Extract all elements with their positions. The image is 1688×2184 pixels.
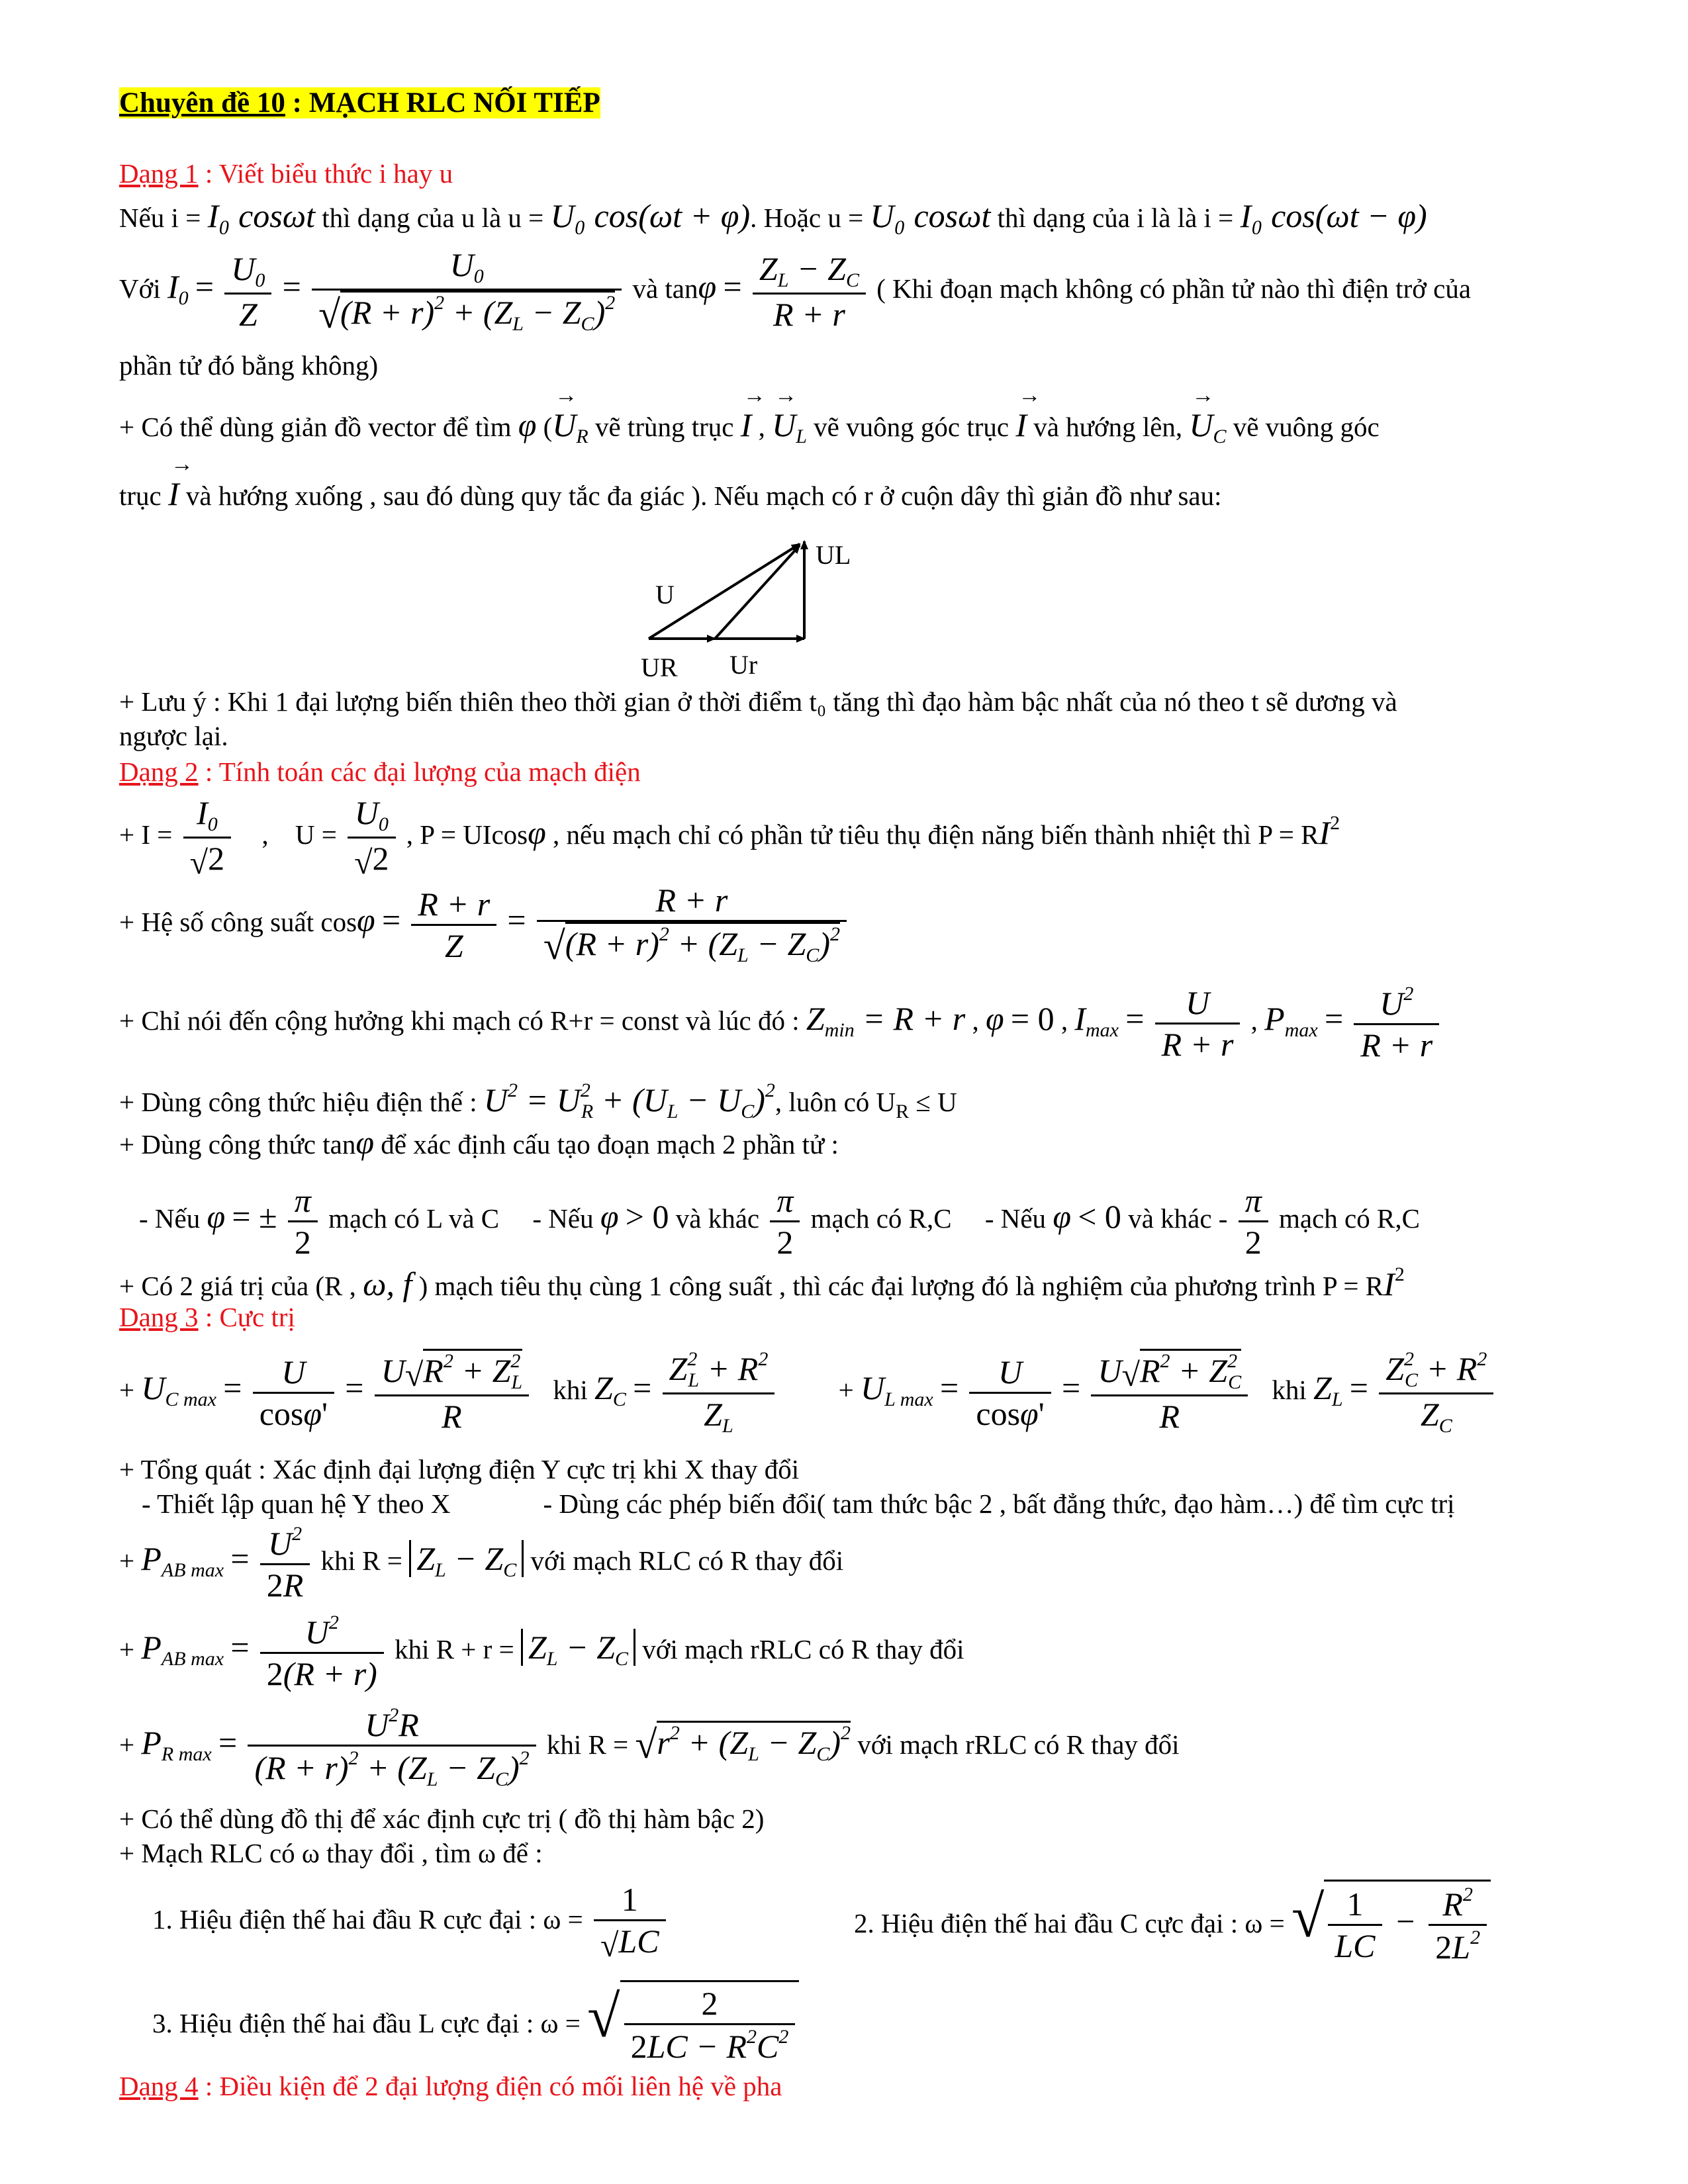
dang3-item2: 2. Hiệu điện thế hai đầu C cực đại : ω = √ $\frac{1}{LC}$ − $\frac{R^2}{2L^2}$ [854, 1880, 1491, 1967]
dang1-note1: + Lưu ý : Khi 1 đại lượng biến thiên theo thời gian ở thời điểm t₀ tăng thì đạo hàm bậc nhất của nó theo t sẽ dương và [119, 686, 1397, 717]
formula-u2: U₀ cosωt [870, 197, 991, 234]
text: , P = UIcos [406, 819, 528, 850]
formula-fraction: $\frac{U}{\cos\varphi'}$ [253, 1352, 334, 1433]
dang2-heading [119, 756, 641, 788]
text: 1. Hiệu điện thế hai đầu R cực đại : ω = [152, 1903, 590, 1934]
dang1-heading [119, 158, 453, 190]
dang1-line1 [119, 196, 1427, 236]
title-prefix: Chuyên đề 10 [119, 87, 285, 118]
dang2-heading-text: : Tính toán các đại lượng của mạch điện [198, 756, 641, 787]
vector-ur-ul [715, 545, 800, 639]
text: vẽ trùng trục [588, 412, 741, 442]
dang2-line7: + Có 2 giá trị của (R , ω, f ) mạch tiêu thụ cùng 1 công suất , thì các đại lượng đó là nghiệm của phương trình $P = RI^2$ [119, 1263, 1405, 1302]
dang3-item1 [152, 1880, 670, 1965]
formula-fraction: $\frac{U_0}{√(R + r)^2 + (Z_L - Z_C)^2}$ [312, 245, 622, 338]
formula-fraction: $\frac{U√R^2 + Z^2_C}{R}$ [1091, 1349, 1248, 1436]
text: để xác định cấu tạo đoạn mạch 2 phần tử : [374, 1129, 839, 1160]
formula-fraction: $\frac{1}{√LC}$ [594, 1880, 666, 1965]
text: ≤ U [909, 1087, 957, 1117]
formula-fraction: $\frac{U_0}{√2}$ [348, 793, 395, 882]
dang4-heading-text: : Điều kiện để 2 đại lượng điện có mối liên hệ về pha [198, 2071, 782, 2101]
text: thì dạng của i là là i = [990, 203, 1241, 233]
dang2-line3: + Chỉ nói đến cộng hưởng khi mạch có R+r = const và lúc đó : $Z_{min} = R + r$ , φ = 0 , $I_{max}$ = $\frac{U}{R + r}$ , $P_{max}$ = $\frac{U^2}{R + r}$ [119, 982, 1443, 1065]
dang3-heading-text: : Cực trị [198, 1302, 295, 1332]
text: + Hệ số công suất cos [119, 906, 357, 937]
text: khi R = [546, 1729, 635, 1760]
text: - Nếu [532, 1203, 600, 1234]
text: mạch có R,C [1279, 1203, 1420, 1234]
dang4-heading [119, 2070, 782, 2103]
text: U = [295, 819, 344, 850]
text: Với [119, 273, 167, 304]
text: khi [553, 1374, 588, 1405]
text: - Thiết lập quan hệ Y theo X [142, 1488, 451, 1519]
dang3-label: Dạng 3 [119, 1302, 199, 1332]
label-u: U [655, 580, 675, 610]
dang3-item3: 3. Hiệu điện thế hai đầu L cực đại : ω = √ $\frac{2}{2LC - R^2C^2}$ [152, 1980, 799, 2066]
formula-fraction: $\frac{Z_L - Z_C}{R + r}$ [753, 249, 866, 334]
text: với mạch RLC có R thay đổi [524, 1545, 844, 1576]
formula-fraction: $\frac{\pi}{2}$ [1239, 1181, 1268, 1262]
dang1-heading-text: : Viết biểu thức i hay u [198, 158, 453, 189]
text: mạch có R,C [810, 1203, 952, 1234]
document-title [119, 86, 600, 120]
formula-i: I₀ cosωt [207, 197, 315, 234]
text: với mạch rRLC có R thay đổi [635, 1633, 964, 1664]
text: 3. Hiệu điện thế hai đầu L cực đại : ω = [152, 2007, 588, 2038]
text: và khác - [1121, 1203, 1228, 1234]
label-r: Ur [729, 650, 758, 680]
text: vẽ vuông góc trục [806, 412, 1016, 442]
text: - Dùng các phép biến đổi( tam thức bậc 2 , bất đẳng thức, đạo hàm…) để tìm cực trị [543, 1488, 1455, 1519]
formula-fraction: $\frac{U}{\cos\varphi'}$ [969, 1352, 1051, 1433]
dang3-pmax2: + $P_{AB max}$ = $\frac{U^2}{2(R + r)}$ khi $R + r = Z_L - Z_C$ với mạch rRLC có R thay đổi [119, 1612, 964, 1692]
dang3-line1: + $U_{C max}$ = $\frac{U}{\cos\varphi'}$ = $\frac{U√R^2 + Z^2_L}{R}$ khi $Z_C$ = $\frac{Z^2_L + R^2}{Z_L}$ + $U_{L max}$ = $\frac{U}{\cos\varphi'}$ = $\frac{U√R^2 + Z^2_C}{R}$ khi $Z_L$ = $\frac{Z^2_C + R^2}{Z_C}$ [119, 1347, 1497, 1438]
formula-fraction: $\frac{\pi}{2}$ [770, 1181, 800, 1262]
dang1-line5: trục → I và hướng xuống , sau đó dùng quy tắc đa giác ). Nếu mạch có r ở cuộn dây thì giản đồ như sau: [119, 474, 1222, 514]
text: với mạch rRLC có R thay đổi [851, 1729, 1180, 1760]
formula-fraction: $\frac{U}{R + r}$ [1155, 983, 1241, 1064]
dang2-line4: + Dùng công thức hiệu điện thế : $U^2 = U^2_R + (U_L - U_C)^2$, luôn có $U_R \le U$ [119, 1079, 957, 1122]
formula-fraction: $\frac{R + r}{Z}$ [411, 884, 496, 966]
formula-fraction: $\frac{Z^2_L + R^2}{Z_L}$ [663, 1347, 775, 1438]
text: 2. Hiệu điện thế hai đầu C cực đại : ω = [854, 1907, 1291, 1938]
text: + Chỉ nói đến cộng hưởng khi mạch có R+r = const và lúc đó : [119, 1005, 806, 1036]
text: ( Khi đoạn mạch không có phần tử nào thì điện trở của [876, 273, 1472, 304]
text: . Hoặc u = [750, 203, 870, 233]
dang1-line3: phần tử đó bằng không) [119, 350, 379, 381]
formula-fraction: $\frac{I_0}{√2}$ [183, 793, 231, 882]
dang2-line6: - Nếu φ = ± $\frac{\pi}{2}$ mạch có L và C - Nếu φ > 0 và khác $\frac{\pi}{2}$ mạch có R,C - Nếu φ < 0 và khác - $\frac{\pi}{2}$ mạch có R,C [139, 1182, 1420, 1261]
dang2-line5: + Dùng công thức tanφ để xác định cấu tạo đoạn mạch 2 phần tử : [119, 1124, 839, 1161]
dang1-line4: + Có thể dùng giản đồ vector để tìm φ (→ $U_R$ vẽ trùng trục → I , → $U_L$ vẽ vuông góc trục → I và hướng lên, → $U_C$ vẽ vuông góc [119, 405, 1380, 449]
text: và hướng lên, [1026, 412, 1190, 442]
text: , nếu mạch chỉ có phần tử tiêu thụ điện năng biến thành nhiệt thì P = R [545, 819, 1319, 850]
text: khi R + r = [395, 1633, 521, 1664]
text: - Nếu [139, 1203, 207, 1234]
text: khi R = [320, 1545, 410, 1576]
dang3-general2 [142, 1488, 1455, 1520]
text: + Có thể dùng giản đồ vector để tìm [119, 412, 518, 442]
text: , luôn có U [774, 1087, 896, 1117]
title-rest: : MẠCH RLC NỐI TIẾP [285, 87, 600, 118]
formula-fraction: $\frac{\pi}{2}$ [288, 1181, 318, 1262]
dang3-general1: + Tổng quát : Xác định đại lượng điện Y cực trị khi X thay đổi [119, 1454, 800, 1484]
formula-fraction: $\frac{U_0}{Z}$ [224, 249, 271, 334]
formula-fraction: $\frac{U√R^2 + Z^2_L}{R}$ [375, 1349, 529, 1436]
text: trục [119, 480, 168, 511]
dang2-line1: + I = $\frac{I_0}{√2}$ , U = $\frac{U_0}{√2}$ , P = UIcosφ , nếu mạch chỉ có phần tử tiêu thụ điện năng biến thành nhiệt thì $P = RI^2$ [119, 794, 1340, 881]
dang3-graph: + Có thể dùng đồ thị để xác định cực trị ( đồ thị hàm bậc 2) [119, 1803, 765, 1834]
dang1-note2: ngược lại. [119, 721, 228, 751]
text: Nếu i = [119, 203, 208, 233]
formula-fraction: $\frac{U^2}{2R}$ [260, 1522, 310, 1605]
text: ) mạch tiêu thụ cùng 1 công suất , thì các đại lượng đó là nghiệm của phương trình P = R [412, 1271, 1384, 1301]
label-ul: UL [816, 540, 851, 570]
formula-fraction: $\frac{U^2}{2(R + r)}$ [260, 1611, 384, 1694]
text: + Dùng công thức hiệu điện thế : [119, 1087, 484, 1117]
text: và khác [669, 1203, 767, 1234]
formula-i2: I₀ cos(ωt − φ) [1240, 197, 1427, 234]
dang3-pmax1: + $P_{AB max}$ = $\frac{U^2}{2R}$ khi $R = Z_L - Z_C$ với mạch RLC có R thay đổi [119, 1523, 844, 1604]
dang3-pmax3: + $P_{R max}$ = $\frac{U^2R}{(R + r)^2 + (Z_L - Z_C)^2}$ khi $R = √r^2 + (Z_L - Z_C)^2$ với mạch rRLC có R thay đổi [119, 1704, 1180, 1790]
text: khi [1272, 1374, 1307, 1405]
dang1-label: Dạng 1 [119, 158, 199, 189]
text: + I = [119, 819, 179, 850]
formula-u: U₀ cos(ωt + φ) [550, 197, 751, 234]
dang1-line2: Với $I_0$ = $\frac{U_0}{Z}$ = $\frac{U_0}{√(R + r)^2 + (Z_L - Z_C)^2}$ và tanφ = $\frac{Z_L - Z_C}{R + r}$ ( Khi đoạn mạch không có phần tử nào thì điện trở của [119, 245, 1471, 338]
dang3-heading [119, 1301, 295, 1334]
dang2-line2: + Hệ số công suất cosφ = $\frac{R + r}{Z}$ = $\frac{R + r}{√(R + r)^2 + (Z_L - Z_C)^2}$ [119, 880, 851, 970]
text: thì dạng của u là u = [314, 203, 551, 233]
text: và tan [632, 273, 698, 304]
dang3-omega: + Mạch RLC có ω thay đổi , tìm ω để : [119, 1838, 543, 1868]
label-ur-cap: UR [641, 653, 678, 682]
text: và hướng xuống , sau đó dùng quy tắc đa giác ). Nếu mạch có r ở cuộn dây thì giản đồ như sau: [179, 480, 1222, 511]
phasor-diagram [629, 529, 894, 688]
formula-fraction: $\frac{R + r}{√(R + r)^2 + (Z_L - Z_C)^2}$ [537, 880, 847, 970]
text: mạch có L và C [328, 1203, 500, 1234]
text: - Nếu [984, 1203, 1053, 1234]
formula-fraction: $\frac{U^2R}{(R + r)^2 + (Z_L - Z_C)^2}$ [248, 1704, 536, 1792]
dang2-label: Dạng 2 [119, 756, 199, 787]
formula-fraction: $\frac{Z^2_C + R^2}{Z_C}$ [1379, 1347, 1493, 1438]
text: + Có 2 giá trị của (R , [119, 1271, 363, 1301]
text: vẽ vuông góc [1226, 412, 1380, 442]
text: + Dùng công thức tan [119, 1129, 356, 1160]
formula-fraction: $\frac{U^2}{R + r}$ [1354, 982, 1439, 1065]
dang4-label: Dạng 4 [119, 2071, 199, 2101]
